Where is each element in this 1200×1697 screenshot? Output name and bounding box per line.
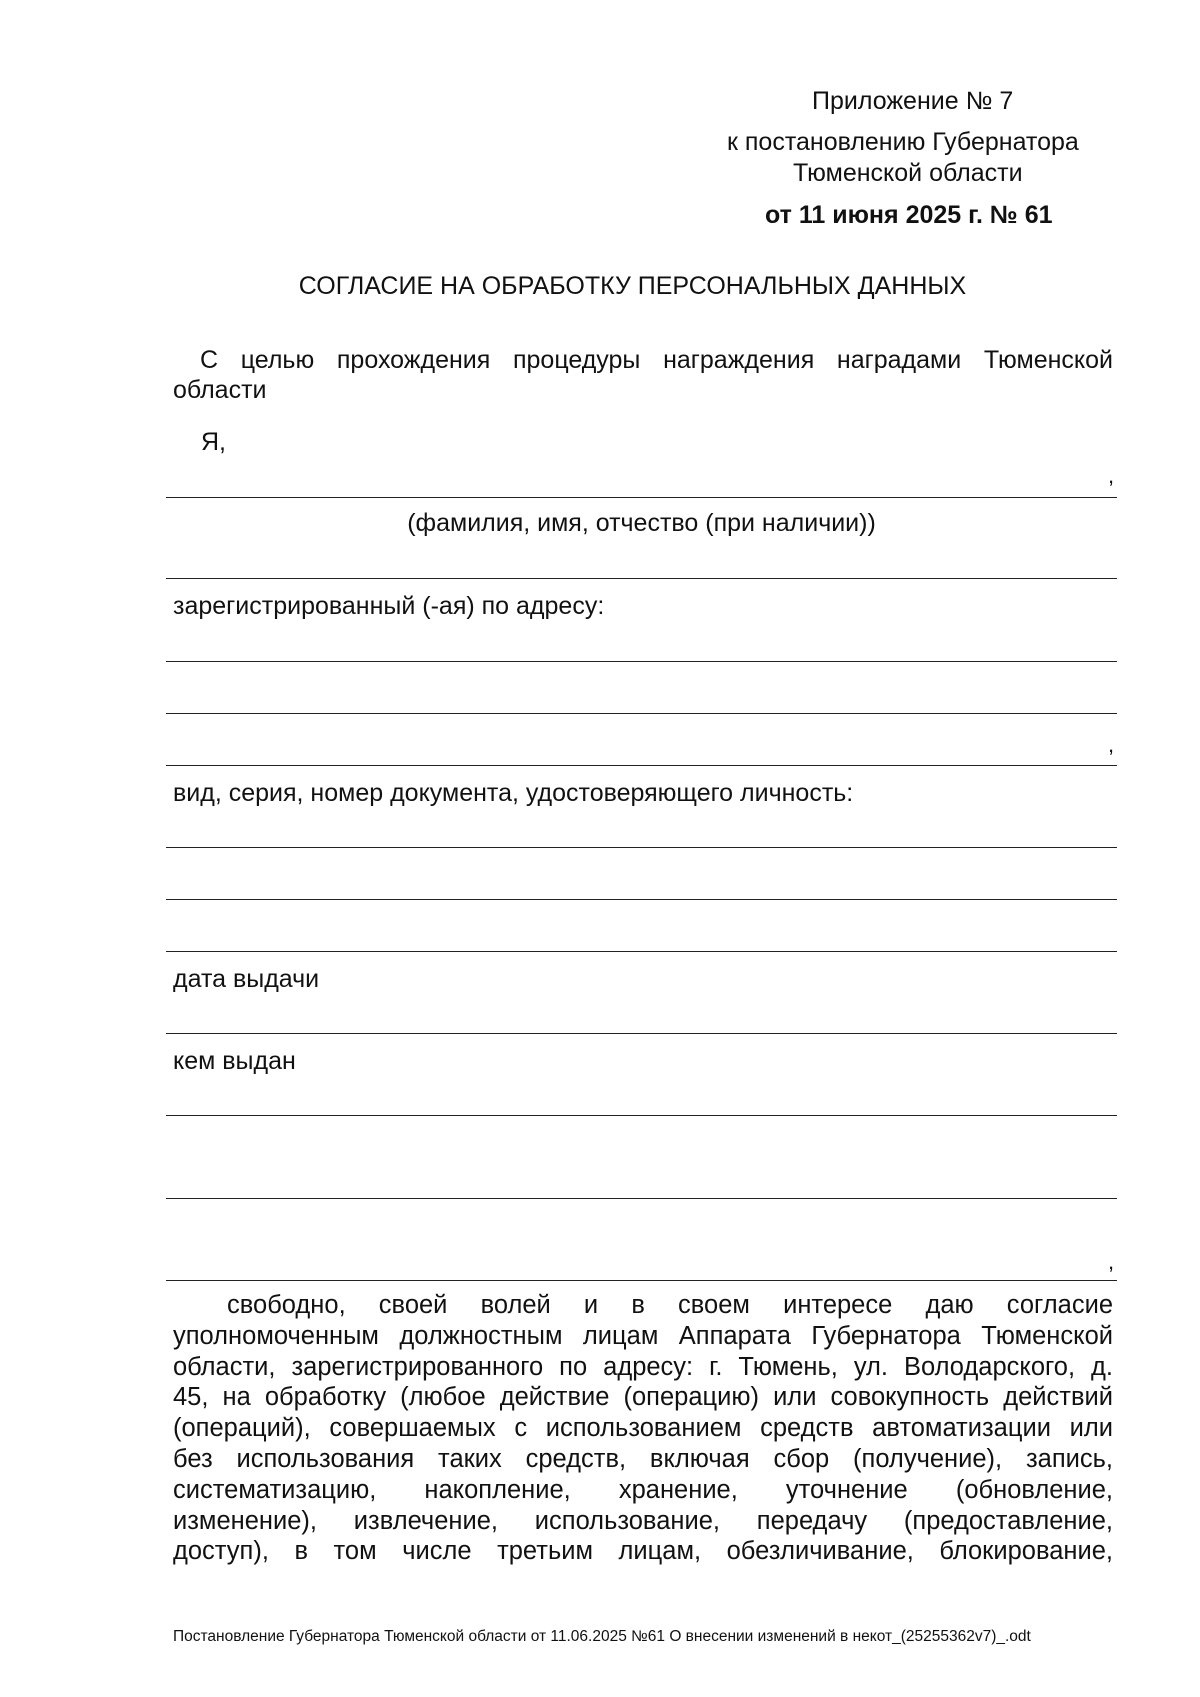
identity-document-field-line-2[interactable] xyxy=(166,899,1117,900)
consent-line: свободно, своей волей и в своем интересе даю согласие xyxy=(227,1291,1113,1319)
region-name: Тюменской области xyxy=(793,159,1023,187)
comma-mark: , xyxy=(1108,463,1115,488)
consent-paragraph xyxy=(173,1290,1113,1567)
consent-line: систематизацию, накопление, хранение, уточнение (обновление, xyxy=(173,1475,1113,1504)
consent-line: 45, на обработку (любое действие (операцию) или совокупность действий xyxy=(173,1383,1113,1412)
consent-line: доступ), в том числе третьим лицам, обезличивание, блокирование, xyxy=(173,1537,1113,1566)
comma-mark: , xyxy=(1108,1249,1115,1274)
address-field-line-2[interactable] xyxy=(166,713,1117,714)
consent-line: области, зарегистрированного по адресу: г. Тюмень, ул. Володарского, д. xyxy=(173,1352,1113,1381)
consent-line: уполномоченным должностным лицам Аппарата Губернатора Тюменской xyxy=(173,1321,1113,1350)
purpose-paragraph: С целью прохождения процедуры награждения наградами Тюменской области xyxy=(173,346,1113,404)
fio-field[interactable] xyxy=(166,497,1117,498)
fio-field-line-2[interactable] xyxy=(166,578,1117,579)
identity-document-label: вид, серия, номер документа, удостоверяющего личность: xyxy=(173,779,854,807)
issued-by-label: кем выдан xyxy=(173,1047,296,1075)
issued-by-field-line-3[interactable] xyxy=(166,1280,1117,1281)
issue-date-label: дата выдачи xyxy=(173,965,320,993)
consent-line: (операций), совершаемых с использованием средств автоматизации или xyxy=(173,1414,1113,1443)
comma-mark: , xyxy=(1108,732,1115,757)
identity-document-field-line-3[interactable] xyxy=(166,951,1117,952)
resolution-reference: к постановлению Губернатора xyxy=(727,128,1079,156)
fio-caption: (фамилия, имя, отчество (при наличии)) xyxy=(407,509,876,537)
issued-by-field-line-1[interactable] xyxy=(166,1115,1117,1116)
consent-line: изменение), извлечение, использование, передачу (предоставление, xyxy=(173,1506,1113,1535)
address-field-line-3[interactable] xyxy=(166,765,1117,766)
document-title: СОГЛАСИЕ НА ОБРАБОТКУ ПЕРСОНАЛЬНЫХ ДАННЫХ xyxy=(298,272,967,300)
issued-by-field-line-2[interactable] xyxy=(166,1198,1117,1199)
i-label: Я, xyxy=(201,428,226,456)
issue-date-field[interactable] xyxy=(166,1033,1117,1034)
consent-line: без использования таких средств, включая сбор (получение), запись, xyxy=(173,1444,1113,1473)
resolution-date-number: от 11 июня 2025 г. № 61 xyxy=(765,201,1053,229)
identity-document-field-line-1[interactable] xyxy=(166,847,1117,848)
address-label: зарегистрированный (-ая) по адресу: xyxy=(173,592,605,620)
address-field-line-1[interactable] xyxy=(166,661,1117,662)
file-footer: Постановление Губернатора Тюменской области от 11.06.2025 №61 О внесении изменений в некот_(25255362v7)_.odt xyxy=(173,1628,1031,1645)
appendix-number: Приложение № 7 xyxy=(812,87,1014,115)
